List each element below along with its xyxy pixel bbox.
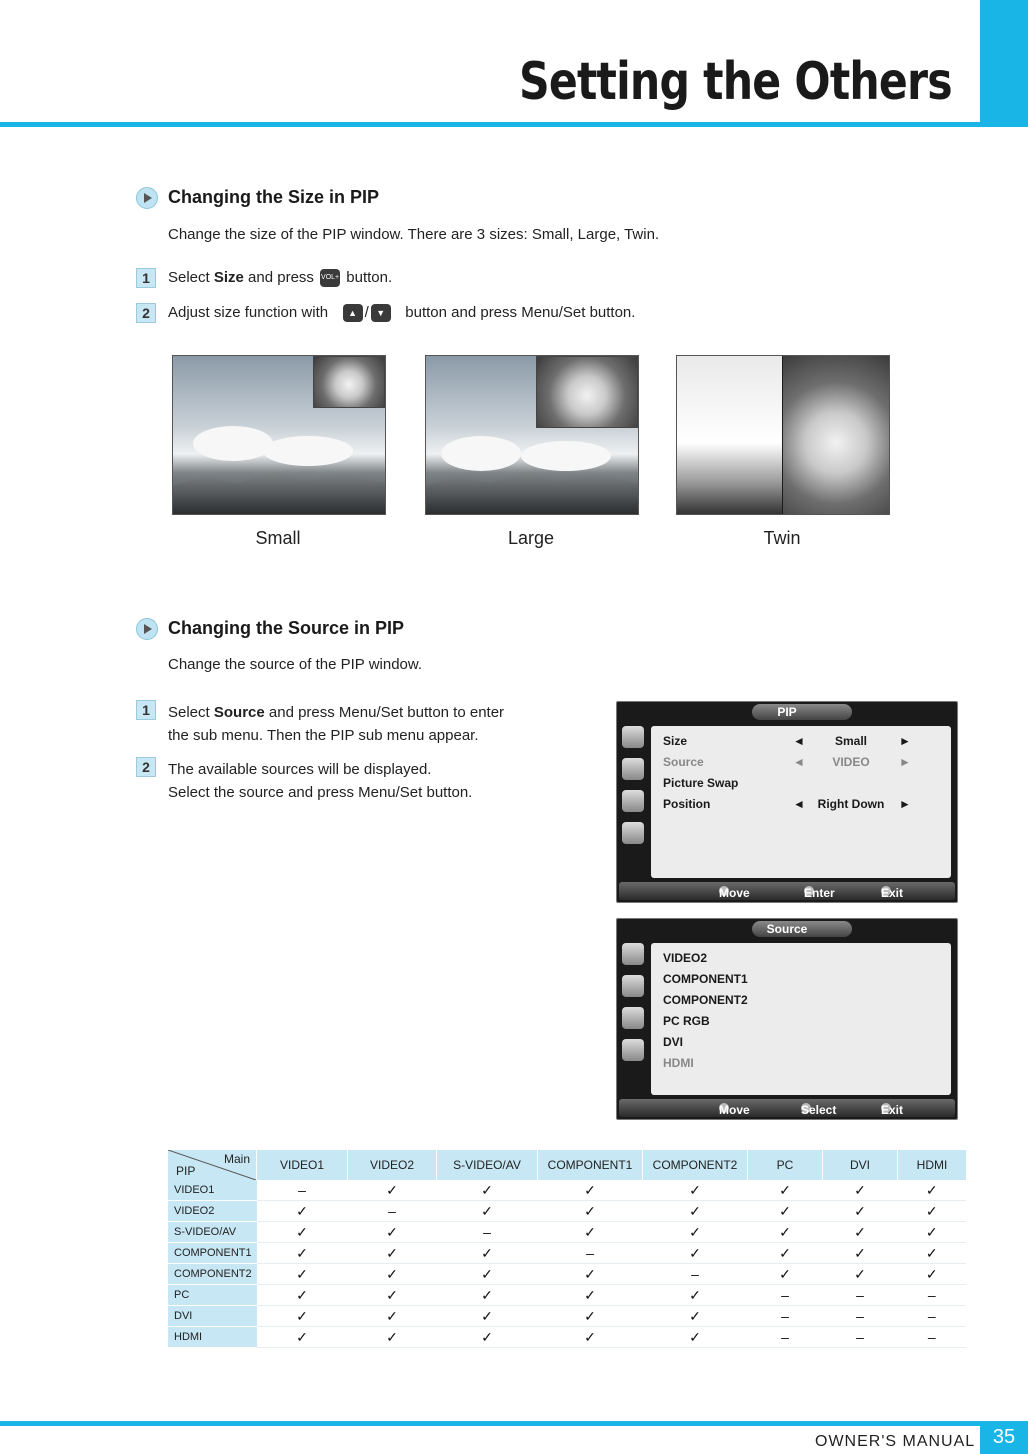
table-cell: ✓ <box>748 1180 823 1201</box>
table-cell: – <box>898 1285 967 1306</box>
osd-value-position: Right Down <box>817 797 885 811</box>
table-cell: ✓ <box>643 1327 748 1348</box>
left-arrow-icon: ◄ <box>793 734 805 748</box>
table-cell: ✓ <box>898 1243 967 1264</box>
table-row <box>168 1306 966 1327</box>
table-cell: – <box>898 1327 967 1348</box>
row-header: COMPONENT2 <box>168 1264 257 1285</box>
table-cell: ✓ <box>538 1285 643 1306</box>
pip-window <box>783 356 889 514</box>
table-cell: ✓ <box>348 1180 437 1201</box>
table-cell: ✓ <box>348 1306 437 1327</box>
table-cell: ✓ <box>748 1201 823 1222</box>
table-cell: ✓ <box>437 1327 538 1348</box>
table-cell: ✓ <box>898 1201 967 1222</box>
up-key-icon: ▲ <box>343 304 363 322</box>
table-cell: ✓ <box>437 1285 538 1306</box>
table-cell: ✓ <box>823 1180 898 1201</box>
row-header: VIDEO2 <box>168 1201 257 1222</box>
header-tab <box>980 0 1028 127</box>
pip-large-image <box>425 355 639 515</box>
table-cell: ✓ <box>538 1180 643 1201</box>
table-cell: ✓ <box>257 1285 348 1306</box>
source-item[interactable]: DVI <box>663 1035 684 1049</box>
table-row <box>168 1285 966 1306</box>
section2-intro: Change the source of the PIP window. <box>168 656 423 673</box>
row-header: S-VIDEO/AV <box>168 1222 257 1243</box>
table-cell: ✓ <box>538 1201 643 1222</box>
right-arrow-icon: ► <box>899 797 911 811</box>
pip-small-image <box>172 355 386 515</box>
table-cell: ✓ <box>437 1306 538 1327</box>
step-badge: 2 <box>136 303 156 323</box>
osd-row-source[interactable]: Source <box>663 755 704 769</box>
table-cell: ✓ <box>348 1243 437 1264</box>
vol-plus-key-icon: VOL+ <box>320 269 340 287</box>
table-cell: – <box>898 1306 967 1327</box>
table-cell: ✓ <box>643 1243 748 1264</box>
column-header: S-VIDEO/AV <box>437 1150 538 1180</box>
table-cell: ✓ <box>643 1285 748 1306</box>
table-row <box>168 1264 966 1285</box>
table-cell: ✓ <box>898 1222 967 1243</box>
pip-window <box>313 356 385 408</box>
table-cell: ✓ <box>748 1222 823 1243</box>
table-cell: – <box>748 1327 823 1348</box>
table-corner <box>168 1150 257 1180</box>
osd-row-picture-swap[interactable]: Picture Swap <box>663 776 739 790</box>
section1-step2: Adjust size function with ▲ / ▼ button and press Menu/Set button. <box>168 304 636 321</box>
corner-pip-label: PIP <box>176 1164 196 1178</box>
table-cell: ✓ <box>643 1201 748 1222</box>
table-cell: – <box>348 1201 437 1222</box>
source-item[interactable]: PC RGB <box>663 1014 710 1028</box>
osd-value-source: VIDEO <box>832 755 870 769</box>
table-cell: ✓ <box>257 1306 348 1327</box>
column-header: DVI <box>823 1150 898 1180</box>
source-osd-title: Source <box>766 922 808 936</box>
page-title: Setting the Others <box>519 52 952 112</box>
footer-rule <box>0 1421 980 1426</box>
table-cell: ✓ <box>538 1264 643 1285</box>
page-number: 35 <box>980 1421 1028 1454</box>
column-header: VIDEO2 <box>348 1150 437 1180</box>
section1-title: Changing the Size in PIP <box>168 187 380 207</box>
source-item[interactable]: COMPONENT1 <box>663 972 748 986</box>
table-cell: – <box>437 1222 538 1243</box>
table-cell: ✓ <box>823 1222 898 1243</box>
caption-twin: Twin <box>763 528 801 548</box>
section1-step1: Select Size and press VOL+ button. <box>168 269 393 286</box>
source-item[interactable]: HDMI <box>663 1056 694 1070</box>
table-cell: – <box>257 1180 348 1201</box>
header-rule <box>0 122 1028 127</box>
row-header: PC <box>168 1285 257 1306</box>
table-cell: ✓ <box>538 1327 643 1348</box>
section2-title: Changing the Source in PIP <box>168 618 405 638</box>
table-cell: ✓ <box>348 1222 437 1243</box>
table-cell: ✓ <box>257 1327 348 1348</box>
left-arrow-icon: ◄ <box>793 797 805 811</box>
table-cell: ✓ <box>538 1222 643 1243</box>
source-osd-panel <box>651 943 951 1095</box>
table-cell: ✓ <box>348 1264 437 1285</box>
pip-osd-title: PIP <box>777 705 797 719</box>
column-header: HDMI <box>898 1150 967 1180</box>
table-row <box>168 1222 966 1243</box>
table-cell: – <box>643 1264 748 1285</box>
table-cell: ✓ <box>898 1264 967 1285</box>
table-cell: ✓ <box>643 1306 748 1327</box>
table-cell: ✓ <box>257 1222 348 1243</box>
right-arrow-icon: ► <box>899 734 911 748</box>
caption-small: Small <box>255 528 301 548</box>
table-cell: – <box>538 1243 643 1264</box>
pip-compat-table <box>168 1150 966 1348</box>
row-header: DVI <box>168 1306 257 1327</box>
pip-osd-footer: Move Enter Exit <box>619 882 955 900</box>
source-item[interactable]: VIDEO2 <box>663 951 708 965</box>
table-cell: ✓ <box>823 1243 898 1264</box>
table-cell: ✓ <box>748 1243 823 1264</box>
pip-osd-panel <box>651 726 951 878</box>
table-cell: ✓ <box>437 1243 538 1264</box>
source-osd-menu <box>616 918 958 1120</box>
table-cell: – <box>823 1327 898 1348</box>
table-cell: ✓ <box>643 1222 748 1243</box>
table-cell: ✓ <box>437 1180 538 1201</box>
table-cell: ✓ <box>748 1264 823 1285</box>
table-cell: – <box>823 1306 898 1327</box>
corner-main-label: Main <box>223 1152 250 1166</box>
osd-row-size[interactable]: Size <box>663 734 688 748</box>
column-header: COMPONENT1 <box>538 1150 643 1180</box>
section2-step2: The available sources will be displayed. Select the source and press Menu/Set button. <box>168 761 473 801</box>
table-cell: – <box>748 1285 823 1306</box>
table-cell: ✓ <box>257 1201 348 1222</box>
table-row <box>168 1327 966 1348</box>
pip-twin-image <box>676 355 890 515</box>
table-cell: ✓ <box>823 1201 898 1222</box>
table-row <box>168 1243 966 1264</box>
column-header: PC <box>748 1150 823 1180</box>
footer-label: OWNER'S MANUAL <box>815 1433 976 1450</box>
osd-side-icons <box>619 726 647 854</box>
caption-large: Large <box>507 528 555 548</box>
section2-step1: Select Source and press Menu/Set button to enter the sub menu. Then the PIP sub menu appear. <box>168 704 505 744</box>
step-badge: 1 <box>136 268 156 288</box>
right-arrow-icon: ► <box>899 755 911 769</box>
step-badge: 1 <box>136 700 156 720</box>
table-cell: ✓ <box>437 1201 538 1222</box>
source-item[interactable]: COMPONENT2 <box>663 993 748 1007</box>
section1-intro: Change the size of the PIP window. There are 3 sizes: Small, Large, Twin. <box>168 226 660 243</box>
table-row <box>168 1180 966 1201</box>
column-header: COMPONENT2 <box>643 1150 748 1180</box>
source-osd-footer: Move Select Exit <box>619 1099 955 1117</box>
table-cell: ✓ <box>257 1264 348 1285</box>
table-body <box>168 1180 966 1348</box>
table-cell: ✓ <box>643 1180 748 1201</box>
section-bullet-icon <box>136 618 158 640</box>
table-cell: ✓ <box>898 1180 967 1201</box>
table-cell: – <box>748 1306 823 1327</box>
table-cell: ✓ <box>348 1285 437 1306</box>
osd-value-size: Small <box>834 734 867 748</box>
osd-row-position[interactable]: Position <box>663 797 711 811</box>
left-arrow-icon: ◄ <box>793 755 805 769</box>
table-cell: ✓ <box>257 1243 348 1264</box>
table-cell: ✓ <box>348 1327 437 1348</box>
step-badge: 2 <box>136 757 156 777</box>
osd-side-icons <box>619 943 647 1071</box>
table-cell: ✓ <box>437 1264 538 1285</box>
table-cell: ✓ <box>538 1306 643 1327</box>
table-row <box>168 1201 966 1222</box>
column-header: VIDEO1 <box>257 1150 348 1180</box>
pip-osd-menu <box>616 701 958 903</box>
pip-window <box>536 356 638 428</box>
section-bullet-icon <box>136 187 158 209</box>
table-cell: ✓ <box>823 1264 898 1285</box>
row-header: VIDEO1 <box>168 1180 257 1201</box>
row-header: HDMI <box>168 1327 257 1348</box>
down-key-icon: ▼ <box>371 304 391 322</box>
table-cell: – <box>823 1285 898 1306</box>
row-header: COMPONENT1 <box>168 1243 257 1264</box>
